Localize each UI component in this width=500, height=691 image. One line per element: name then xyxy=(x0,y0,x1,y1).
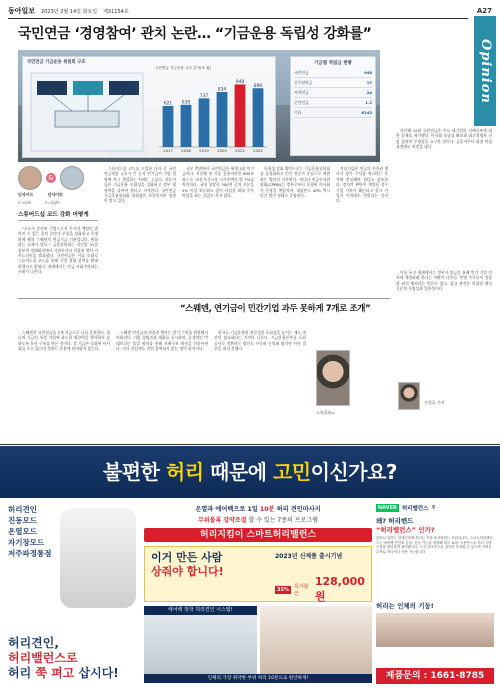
fund-table-row xyxy=(294,78,372,88)
bar-value-label: 737 xyxy=(199,93,209,99)
interviewee-photo xyxy=(316,350,350,406)
product-photos xyxy=(144,606,372,682)
paragraph: 스웨덴은 국민연금을 7개 기금으로 나눠 운용한다. 하나의 기금이 특정 기업에 과도한 영향력을 행사하지 못하도록 분산 구조를 만든 것이다. 각 기금은 독립된 이사회를 두고 있으며 정부는 운용에 관여하지 않는다. xyxy=(18,330,110,352)
column-title: 스튜어드십 코드 강화 어떻게 xyxy=(18,212,89,218)
year-tick-label: 2020 xyxy=(217,148,227,153)
fund-name: 기타 xyxy=(294,109,302,115)
feature-item: 저주파정통점 xyxy=(8,549,52,558)
phone-label: 제품문의 : xyxy=(385,671,428,681)
sub-headline: “스웨덴, 연기금이 민간기업 과두 못하게 7개로 조개” xyxy=(180,304,371,314)
paragraph: 한국도 기금운용의 전문성과 독립성을 높이는 제도 개선이 필요하다는 지적이 나온다. 기금운용본부를 독립 공사로 전환하는 방안도 꾸준히 논의돼 왔지만 아직 결론을 내지 못했다. xyxy=(214,330,306,352)
fund-name: 공무원연금 xyxy=(294,79,313,85)
ad-banner xyxy=(0,446,500,498)
fund-table-row xyxy=(294,98,372,108)
fund-size-chart-title: 국민연금 기금운용 규모 추이(조 원) xyxy=(155,66,211,70)
ad-headline-highlight: 고민 xyxy=(272,460,311,484)
ad-headline-highlight: 허리 xyxy=(165,460,204,484)
sub-heading: 허리는 인체의 기둥! xyxy=(376,602,434,610)
issue-date: 2023년 2월 14일 화요일 xyxy=(41,8,98,15)
fund-table-row xyxy=(294,68,372,78)
structure-diagram xyxy=(27,67,147,155)
fund-bar xyxy=(163,106,174,147)
paragraph: 규모 측면에서 국민연금은 세계 3위 연기금이다. 지난해 말 기준 운용자산은 890조 원으로 국내 주식시장 시가총액의 약 7%를 차지한다. 국내 상장사 300여 곳의 지분을 5% 이상 보유하고 있어 사실상 최대 주주 역할을 하는 기업도 적지 않다. xyxy=(182,166,254,199)
feature-item: 온열모드 xyxy=(8,527,37,536)
product-photo xyxy=(260,606,373,682)
ad-text: 온열과 에어백으로 1일 xyxy=(195,506,258,513)
ad-left-panel xyxy=(8,504,138,684)
divider xyxy=(18,298,390,299)
ad-right-panel xyxy=(376,504,494,686)
year-tick-label: 2019 xyxy=(199,148,209,153)
fund-table-rows xyxy=(294,68,372,118)
paragraph: 스튜어드십 코드를 도입한 나라 중 국민연금처럼 규모가 큰 공적 연기금이 기업 경영에 적극 개입하는 사례는 드물다. 전문가들은 기금운용 독립성을 강화하고 정부 영향력을 줄여야 한다고 지적한다. 국민연금 기금운용위원회 위원장은 보건복지부 장관이 맡고 있다. xyxy=(104,166,176,204)
search-keyword: 허리밸런스 xyxy=(401,506,429,512)
question-text: “허리밸런스” 인가? xyxy=(376,526,435,534)
search-hint xyxy=(376,504,494,512)
paragraph: 이를 두고 재계에서는 정부가 연금을 통해 민간 기업 인사에 개입하려 한다는 비판이 나온다. 반면 주주로서 정당한 권리 행사라는 반론도 있다. 결국 관건은 의결권 행사 기준의 투명성과 일관성이다. xyxy=(396,270,492,292)
fund-bar xyxy=(217,92,228,147)
paragraph: 독립성 강화 방안으로는 기금운용위원회를 상설화하고 민간 전문가 중심으로 재편하는 방안이 거론된다. 캐나다 연금투자위원회(CPPIB)는 정부로부터 독립된 이사회가 운용을 책임지며, 네덜란드 APG 역시 민간 법인 형태로 운영된다. xyxy=(260,166,330,199)
page-number: A27 xyxy=(476,7,492,15)
year-tick-label: 2022 xyxy=(253,148,263,153)
slogan-part: 쭉 펴고 xyxy=(35,666,75,680)
paragraph: “소유가 분산된 기업으로서 투자자 책임이 많아진 수 있는 꿈의 분야가 주질을 강화하고 투명하게 해볼 스웨덴의 연금기금 기관입니다. 변화하는 규제가 많다.” 금융위원회는 지난달 31일 정부의 정례회의에서 기관투자자 의결권 행사 가이드라인을 발표했다. 국민연금은 이를 토대로 스튜어드십 코드를 통해 기업 경영 참여를 확대하겠다고 밝혔다. 재계에서는 연금 사회주의라는 우려가 나온다. xyxy=(18,226,98,275)
header-rule xyxy=(8,18,468,19)
fund-bar xyxy=(235,84,246,147)
launch-seal: 2023년 신제품 출시기념 xyxy=(275,553,343,560)
column-sub-left: in side xyxy=(18,200,32,205)
ad-middle-panel xyxy=(144,504,372,686)
ad-slogan xyxy=(8,636,148,681)
column-header xyxy=(18,166,98,221)
columnist-illustration xyxy=(60,166,84,190)
column-name-left: 인사이드 xyxy=(18,192,34,197)
ampersand-icon: & xyxy=(46,173,56,183)
ad-text: 할 수 있는 7종의 프로그램 xyxy=(248,517,318,524)
ad-text: 10분 xyxy=(259,506,275,513)
bar-value-label: 834 xyxy=(217,87,227,93)
slogan-part: 허리견인, xyxy=(8,636,59,650)
fund-table xyxy=(290,56,376,156)
fund-value: 24 xyxy=(366,89,372,95)
advertisement xyxy=(0,446,500,691)
divider xyxy=(18,220,98,221)
product-description: 앉아서 일하는 현대인에게 허리는 가장 혹사당하는 부위입니다. 스마트허리밸런스는 에어백 견인과 온열, 진동 기능을 결합해 하루 10분 사용만으로 허리 주변 근육을 편안하게 풀어줍니다. 무선 리모컨으로 강약을 조절할 수 있으며 가벼운 무게로 어디서나 사용 가능합니다. xyxy=(376,536,493,554)
phone-number: 1661-8785 xyxy=(430,671,485,681)
infographic-title: 국민연금 기금운용 위원회 구조 xyxy=(27,60,86,65)
fund-value: 6143 xyxy=(361,109,372,115)
bar-value-label: 639 xyxy=(181,100,191,106)
ad-line-1 xyxy=(144,504,372,513)
price-label: 특가할인 xyxy=(293,583,309,597)
promo-text: 이거 만든 사람 xyxy=(151,551,223,564)
question-text: 왜? 허리밴드 xyxy=(376,517,414,525)
year-tick-label: 2021 xyxy=(235,148,245,153)
ad-line-2 xyxy=(144,515,372,524)
paragraph: 스웨덴 연기금의 의결권 행사는 장기 수익률 관점에서 이뤄진다. 기업 경영진과 대화를 중시하며, 공개적인 반대보다는 물밑 협의를 통해 지배구조 개선을 이끌어낸다. 이사 선임에도 직접 참여하지 않는 것이 원칙이다. xyxy=(116,330,208,352)
lower-column-1 xyxy=(18,330,110,438)
product-image xyxy=(60,508,136,608)
fund-size-chart xyxy=(151,67,273,155)
ad-headline-part: 때문에 xyxy=(210,460,267,484)
sale-price xyxy=(275,575,371,604)
promo-box xyxy=(144,546,372,602)
product-name-banner: 허리지킴이 스마트허리밸런스 xyxy=(144,528,372,542)
divider xyxy=(0,444,500,445)
column-sub-right: in sight xyxy=(45,200,60,205)
price-value: 128,000원 xyxy=(314,575,365,603)
feature-item: 진동모드 xyxy=(8,516,37,525)
bar-value-label: 948 xyxy=(235,79,245,85)
ad-headline-part: 불편한 xyxy=(102,460,160,484)
fund-name: 국민연금 xyxy=(294,69,309,75)
paragraph: 지난해 12월 국민연금은 주요 대기업의 지배구조에 대한 문제를 제기했다. 이사회 독립성 확보와 최고경영자 선임 절차의 투명성을 요구한 것이다. 금융지주사 회장 연임 과정에도 의견을 냈다. xyxy=(396,128,492,150)
fund-value: 948 xyxy=(364,69,372,75)
photo-caption: 에어백 장착 허리견인 시스템! xyxy=(144,606,257,615)
columnist-illustration xyxy=(18,166,42,190)
promo-headline xyxy=(151,551,224,579)
right-column-upper xyxy=(396,128,492,268)
ad-text: 허리 견인마사지 xyxy=(276,506,321,513)
fund-bar xyxy=(253,88,264,147)
right-column-lower xyxy=(396,270,492,380)
ad-footer-strip: 인체의 가장 취약한 부위 허리 10분으로 편안하게! xyxy=(144,674,372,683)
author-photo xyxy=(398,382,420,410)
fund-table-title: 기금별 적립금 현황 xyxy=(314,61,352,66)
lower-column-3 xyxy=(214,330,306,438)
fund-name: 군인연금 xyxy=(294,99,309,105)
location-byline: 스톡홀름= xyxy=(316,410,335,415)
slogan-part: 허리 xyxy=(8,666,32,680)
fund-table-row xyxy=(294,108,372,118)
fund-value: 17 xyxy=(366,79,372,85)
discount-badge: 35% xyxy=(277,586,289,593)
paragraph: 전문가들은 연금의 주주권 행사가 장기 수익률 제고라는 목적에 충실해야 한다고 강조한다. 정치적 판단이 개입될 경우 기업 가치가 훼손되고 결국 가입자 이익에도 반한다는 것이다. xyxy=(336,166,388,204)
column-name-right: 인사이트 xyxy=(47,192,63,197)
model-photo xyxy=(376,613,494,647)
search-icon: ⚲ xyxy=(431,505,436,511)
promo-text: 상줘야 합니다! xyxy=(151,565,224,578)
phone-banner xyxy=(376,668,494,684)
slogan-part: 허리밸런스로 xyxy=(8,651,78,665)
fund-bar xyxy=(181,105,192,147)
author-byline: 신석호 기자 xyxy=(424,400,445,405)
masthead xyxy=(8,5,492,17)
bar-value-label: 621 xyxy=(163,101,173,107)
ad-headline-part: 이신가요? xyxy=(310,460,397,484)
year-tick-label: 2018 xyxy=(181,148,191,153)
feature-item: 자기장모드 xyxy=(8,538,45,547)
product-photo xyxy=(144,606,257,682)
main-headline: 국민연금 ‘경영참여’ 관치 논란… “기금운용 독립성 강화를” xyxy=(18,26,372,42)
lower-column-2 xyxy=(116,330,208,438)
fund-value: 1.2 xyxy=(365,99,372,105)
fund-table-row xyxy=(294,88,372,98)
feature-item: 허리견인 xyxy=(8,505,37,514)
opinion-section-tab: Opinion xyxy=(474,16,496,126)
fund-bar xyxy=(199,98,210,147)
issue-number: 제31154호 xyxy=(103,8,129,15)
year-tick-label: 2017 xyxy=(163,148,173,153)
bar-value-label: 890 xyxy=(253,83,263,89)
fund-name: 사학연금 xyxy=(294,89,309,95)
naver-logo: NAVER xyxy=(378,505,397,511)
question-heading xyxy=(376,516,494,534)
newspaper-logo: 동아일보 xyxy=(8,6,36,15)
ad-text: 무위볼록 강약조절 xyxy=(198,517,247,524)
infographic-box xyxy=(22,56,276,158)
slogan-part: 삽시다! xyxy=(78,666,119,680)
